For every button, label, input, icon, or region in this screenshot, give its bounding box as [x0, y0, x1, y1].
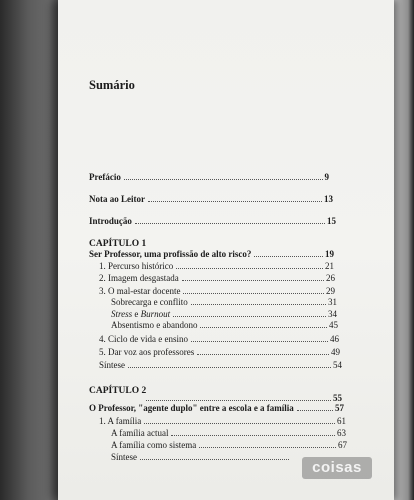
leader-dots — [191, 303, 326, 305]
toc-item-label: 1. A família — [99, 416, 142, 426]
toc-item-page: 57 — [335, 403, 344, 413]
toc-subitem[interactable] — [111, 309, 337, 319]
toc-item-page: 63 — [337, 428, 346, 438]
toc-item-label: Sobrecarga e conflito — [111, 297, 188, 307]
leader-dots — [199, 446, 336, 448]
toc-subitem[interactable] — [111, 297, 337, 307]
toc-item-label: A família como sistema — [111, 440, 197, 450]
toc-entry-page: 15 — [327, 216, 336, 226]
toc-item-page: 54 — [333, 360, 342, 370]
leader-dots — [124, 178, 323, 180]
toc-item-page: 67 — [338, 440, 347, 450]
toc-entry-page: 9 — [324, 172, 329, 182]
toc-item-label: 4. Ciclo de vida e ensino — [99, 334, 188, 344]
leader-dots — [197, 353, 329, 355]
chapter-title-label: O Professor, "agente duplo" entre a escola e a família — [89, 403, 294, 413]
toc-item[interactable] — [99, 286, 335, 296]
chapter-title-page: 55 — [333, 393, 342, 403]
page-title: Sumário — [89, 78, 135, 92]
toc-item-page: 26 — [326, 273, 335, 283]
toc-entry-prefacio[interactable] — [89, 172, 329, 182]
toc-item-page: 61 — [337, 416, 346, 426]
show-through-text — [230, 60, 370, 72]
leader-dots — [171, 434, 335, 436]
toc-item-synthesis[interactable] — [99, 360, 342, 370]
toc-entry-page: 13 — [324, 194, 333, 204]
toc-entry-label: Introdução — [89, 216, 132, 226]
leader-dots — [183, 292, 324, 294]
toc-item-page: 34 — [328, 309, 337, 319]
toc-entry-introducao[interactable] — [89, 216, 336, 226]
leader-dots — [140, 458, 289, 460]
toc-item[interactable] — [99, 261, 334, 271]
watermark-logo: coisas — [302, 457, 372, 479]
toc-item[interactable] — [99, 416, 346, 426]
toc-item-page: 31 — [328, 297, 337, 307]
leader-dots — [191, 340, 328, 342]
toc-item-page: 49 — [331, 347, 340, 357]
toc-subitem-synthesis[interactable] — [111, 452, 291, 462]
toc-entry-label: Prefácio — [89, 172, 121, 182]
chapter-2-title[interactable] — [89, 403, 344, 413]
chapter-2-heading-page — [89, 393, 342, 403]
toc-item-page: 21 — [325, 261, 334, 271]
leader-dots — [254, 255, 323, 257]
toc-entry-label: Nota ao Leitor — [89, 194, 145, 204]
leader-dots — [176, 267, 323, 269]
toc-item-label: 5. Dar voz aos professores — [99, 347, 195, 357]
toc-item-label: Síntese — [99, 360, 125, 370]
toc-item-label: 1. Percurso histórico — [99, 261, 174, 271]
leader-dots — [128, 366, 331, 368]
toc-item[interactable] — [99, 347, 340, 357]
toc-item-label: 2. Imagem desgastada — [99, 273, 179, 283]
toc-item[interactable] — [99, 334, 339, 344]
chapter-2-heading: CAPÍTULO 2 — [89, 386, 147, 396]
leader-dots — [173, 315, 326, 317]
toc-item-label: Síntese — [111, 452, 137, 462]
toc-item-label: A família actual — [111, 428, 169, 438]
leader-dots — [144, 422, 335, 424]
leader-dots — [135, 222, 325, 224]
chapter-1-heading: CAPÍTULO 1 — [89, 239, 147, 249]
toc-subitem[interactable] — [111, 440, 347, 450]
chapter-title-page: 19 — [325, 249, 334, 259]
toc-item[interactable] — [99, 273, 335, 283]
leader-dots — [182, 279, 324, 281]
toc-entry-nota[interactable] — [89, 194, 333, 204]
toc-item-label: Absentismo e abandono — [111, 320, 198, 330]
toc-subitem[interactable] — [111, 428, 346, 438]
toc-item-page: 45 — [329, 320, 338, 330]
leader-dots — [200, 326, 327, 328]
conjunction: e — [132, 309, 141, 319]
toc-item-label: 3. O mal-estar docente — [99, 286, 181, 296]
burnout-term: Burnout — [140, 309, 171, 319]
toc-item-page: 46 — [330, 334, 339, 344]
leader-dots — [148, 200, 322, 202]
toc-item-label — [111, 309, 170, 319]
leader-dots — [297, 409, 333, 411]
leader-dots — [146, 399, 331, 401]
chapter-1-title[interactable] — [89, 249, 334, 259]
stress-term: Stress — [111, 309, 133, 319]
toc-subitem[interactable] — [111, 320, 338, 330]
chapter-title-label: Ser Professor, uma profissão de alto risco? — [89, 249, 252, 259]
toc-item-page: 29 — [326, 286, 335, 296]
